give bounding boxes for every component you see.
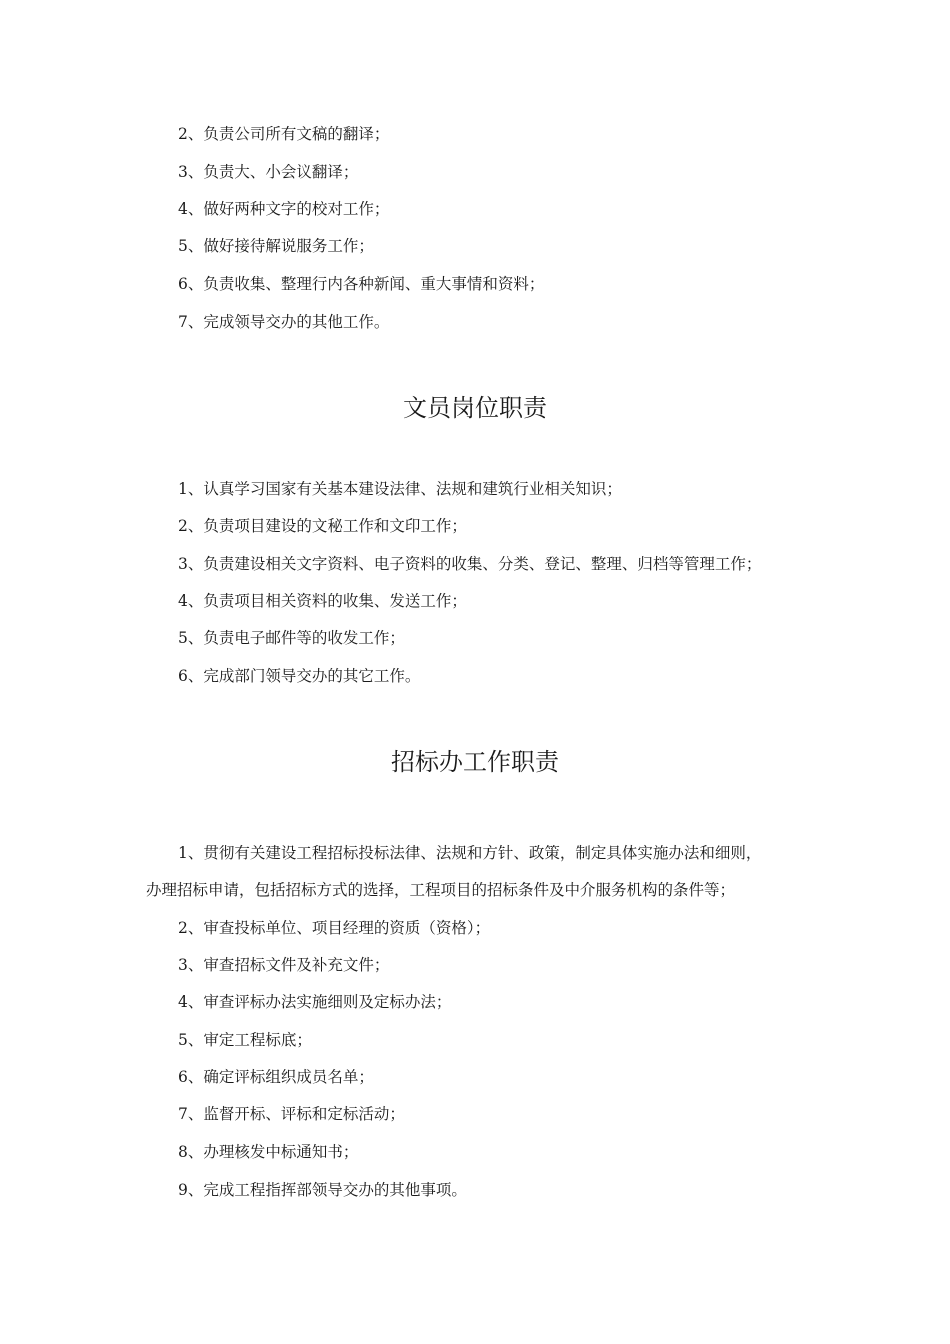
list-item: 4、审查评标办法实施细则及定标办法；	[178, 993, 452, 1011]
list-item: 4、做好两种文字的校对工作；	[178, 200, 390, 218]
list-item: 7、监督开标、评标和定标活动；	[178, 1105, 405, 1123]
list-item: 5、做好接待解说服务工作；	[178, 237, 374, 255]
list-item: 6、确定评标组织成员名单；	[178, 1068, 374, 1086]
list-item: 2、审查投标单位、项目经理的资质（资格）；	[178, 919, 491, 937]
list-item: 2、负责公司所有文稿的翻译；	[178, 125, 390, 143]
list-item: 1、认真学习国家有关基本建设法律、法规和建筑行业相关知识；	[178, 480, 622, 498]
list-item: 3、审查招标文件及补充文件；	[178, 956, 390, 974]
list-item: 8、办理核发中标通知书；	[178, 1143, 359, 1161]
list-item: 7、完成领导交办的其他工作。	[178, 313, 390, 331]
list-item: 6、完成部门领导交办的其它工作。	[178, 667, 421, 685]
list-item: 5、审定工程标底；	[178, 1031, 312, 1049]
list-item: 5、负责电子邮件等的收发工作；	[178, 629, 405, 647]
list-item: 3、负责建设相关文字资料、电子资料的收集、分类、登记、整理、归档等管理工作；	[178, 555, 762, 573]
section-title-bidding-office: 招标办工作职责	[391, 748, 559, 776]
list-item: 3、负责大、小会议翻译；	[178, 163, 359, 181]
list-item: 9、完成工程指挥部领导交办的其他事项。	[178, 1181, 467, 1199]
section-title-clerk: 文员岗位职责	[403, 394, 547, 422]
list-item-continuation: 办理招标申请，包括招标方式的选择，工程项目的招标条件及中介服务机构的条件等；	[146, 881, 736, 899]
list-item: 4、负责项目相关资料的收集、发送工作；	[178, 592, 467, 610]
list-item: 1、贯彻有关建设工程招标投标法律、法规和方针、政策，制定具体实施办法和细则，	[178, 844, 762, 862]
list-item: 2、负责项目建设的文秘工作和文印工作；	[178, 517, 467, 535]
list-item: 6、负责收集、整理行内各种新闻、重大事情和资料；	[178, 275, 545, 293]
